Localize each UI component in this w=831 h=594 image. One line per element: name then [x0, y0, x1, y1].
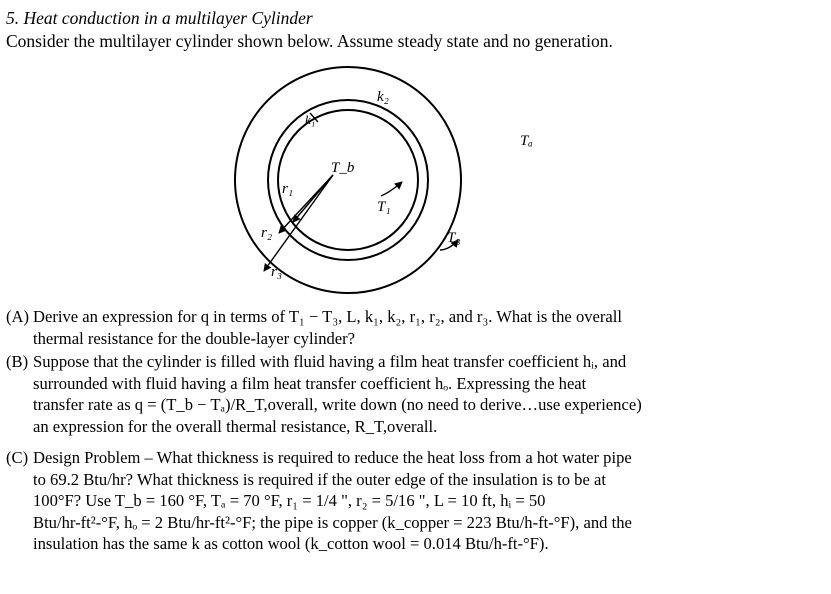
problem-intro: Consider the multilayer cylinder shown below. Assume steady state and no generation. — [6, 31, 613, 51]
part-c-line-4: Btu/hr-ft²-°F, hₒ = 2 Btu/hr-ft²-°F; the pipe is copper (k_copper = 223 Btu/h-ft-°F), and the — [33, 512, 632, 532]
part-c-line-3: 100°F? Use T_b = 160 °F, Tₐ = 70 °F, r₁ = 1/4 ", r₂ = 5/16 ", L = 10 ft, hᵢ = 50 — [33, 491, 546, 510]
part-b-line-3: transfer rate as q = (T_b − Tₐ)/R_T,overall, write down (no need to derive…use experience) — [33, 395, 642, 414]
part-a-line-1: Derive an expression for q in terms of T₁ − T₃, L, k₁, k₂, r₁, r₂, and r₃. What is the overall — [33, 307, 623, 326]
part-b-line-1: Suppose that the cylinder is filled with fluid having a film heat transfer coefficient hᵢ, and — [33, 352, 627, 371]
inner-circle-r1 — [278, 110, 418, 250]
part-b-label: (B) — [6, 352, 29, 371]
label-k1: k₁ — [305, 112, 316, 127]
part-c-line-1: Design Problem – What thickness is required to reduce the heat loss from a hot water pipe — [33, 448, 632, 467]
part-b-line-4: an expression for the overall thermal resistance, R_T,overall. — [33, 416, 438, 436]
problem-title: 5. Heat conduction in a multilayer Cylinder — [6, 8, 313, 28]
T1-pointer — [381, 182, 402, 196]
part-a-label: (A) — [6, 307, 30, 326]
part-a-line-2: thermal resistance for the double-layer cylinder? — [33, 328, 356, 348]
label-r2: r₂ — [261, 225, 273, 241]
part-c-line-5: insulation has the same k as cotton wool (k_cotton wool = 0.014 Btu/h-ft-°F). — [33, 534, 549, 553]
label-T1: T₁ — [377, 199, 391, 215]
middle-circle-r2 — [268, 100, 428, 260]
label-r3: r₃ — [271, 264, 283, 280]
label-Ta: Tₐ — [520, 133, 533, 149]
label-r1: r₁ — [282, 181, 294, 197]
label-T3: T₃ — [447, 230, 461, 246]
label-Tb: T_b — [331, 160, 355, 176]
label-k2: k₂ — [377, 89, 389, 105]
part-c-line-2: to 69.2 Btu/hr? What thickness is required if the outer edge of the insulation is to be at — [33, 469, 606, 489]
part-c-label: (C) — [6, 448, 29, 467]
part-b-line-2: surrounded with fluid having a film heat transfer coefficient hₒ. Expressing the heat — [33, 373, 587, 393]
